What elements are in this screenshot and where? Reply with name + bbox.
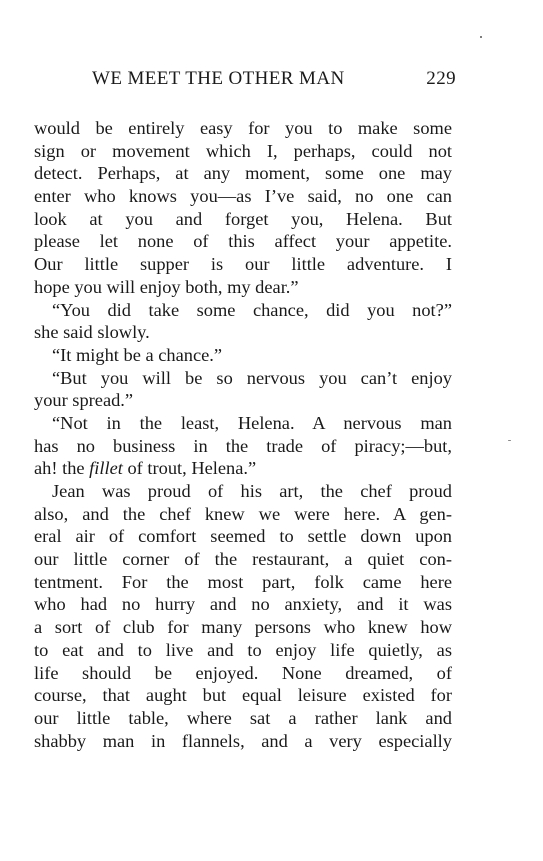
text-line: “It might be a chance.” bbox=[52, 344, 223, 365]
text-line: “But you will be so nervous you can’t enjoy bbox=[52, 367, 452, 388]
text-segment: of trout, Helena.” bbox=[122, 458, 257, 479]
text-line: she said slowly. bbox=[34, 322, 150, 343]
text-line: look at you and forget you, Helena. But bbox=[34, 208, 452, 229]
page-number: 229 bbox=[426, 68, 456, 89]
text-line: would be entirely easy for you to make some bbox=[34, 118, 452, 138]
ink-speck bbox=[508, 440, 511, 441]
text-line: also, and the chef knew we were here. A gen- bbox=[34, 503, 452, 524]
text-line: Jean was proud of his art, the chef proud bbox=[52, 481, 452, 501]
text-line: to eat and to live and to enjoy life quietly, as bbox=[34, 639, 452, 660]
text-segment: ah! the bbox=[34, 458, 90, 479]
text-line: course, that aught but equal leisure existed for bbox=[34, 685, 452, 706]
running-head bbox=[84, 68, 456, 94]
text-line: shabby man in flannels, and a very especially bbox=[34, 730, 452, 751]
text-line: “You did take some chance, did you not?” bbox=[52, 299, 452, 320]
text-line: your spread.” bbox=[34, 390, 134, 411]
text-line: “Not in the least, Helena. A nervous man bbox=[52, 412, 452, 433]
text-line: Our little supper is our little adventure. I bbox=[34, 254, 452, 275]
text-line: tentment. For the most part, folk came here bbox=[34, 571, 452, 592]
text-line: please let none of this affect your appetite. bbox=[34, 231, 452, 252]
text-line: a sort of club for many persons who knew how bbox=[34, 617, 452, 638]
italic-word: fillet bbox=[89, 458, 123, 479]
text-line bbox=[34, 457, 452, 480]
text-line: our little corner of the restaurant, a quiet con- bbox=[34, 549, 452, 570]
text-line: has no business in the trade of piracy;—but, bbox=[34, 435, 452, 456]
text-line: eral air of comfort seemed to settle down upon bbox=[34, 526, 452, 547]
body-text bbox=[34, 117, 452, 752]
text-line: detect. Perhaps, at any moment, some one may bbox=[34, 163, 452, 184]
text-line: life should be enjoyed. None dreamed, of bbox=[34, 662, 452, 683]
ink-speck bbox=[480, 36, 482, 38]
text-line: enter who knows you—as I’ve said, no one can bbox=[34, 186, 452, 207]
chapter-title: WE MEET THE OTHER MAN bbox=[92, 68, 345, 89]
text-line: sign or movement which I, perhaps, could not bbox=[34, 140, 452, 161]
text-line: hope you will enjoy both, my dear.” bbox=[34, 276, 299, 297]
text-line: who had no hurry and no anxiety, and it was bbox=[34, 594, 452, 615]
text-line: our little table, where sat a rather lank and bbox=[34, 707, 452, 728]
